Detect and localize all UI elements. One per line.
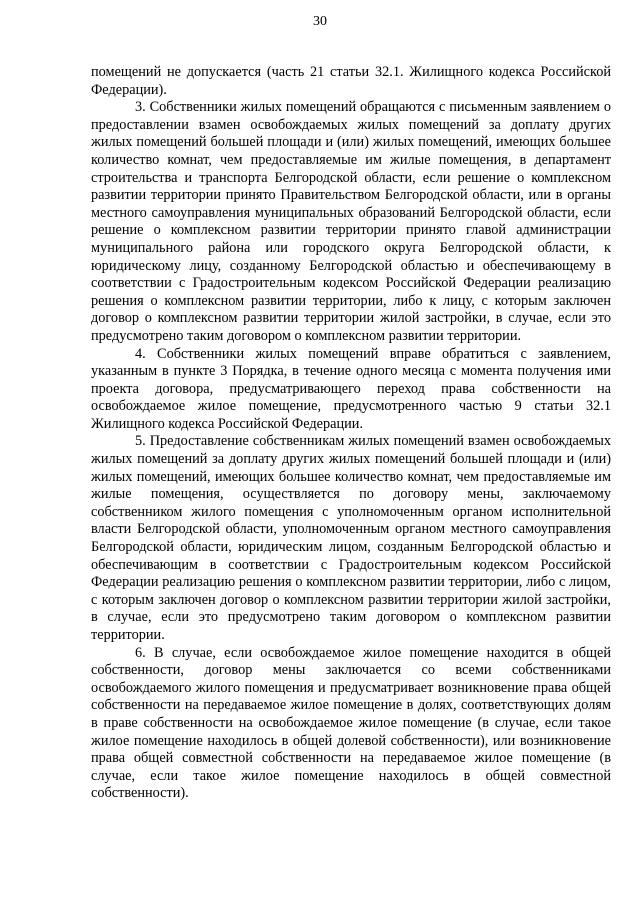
page-number: 30 [313, 14, 327, 29]
document-body [91, 64, 611, 803]
paragraph-6: 6. В случае, если освобождаемое жилое помещение находится в общей собственности, договор мены заключается со всеми собственниками освобождаемого жилого помещения и предусматривает возникновение права общей собственности на передаваемое жилое помещение в долях, соответствующих долям в праве собственности на освобождаемое жилое помещение (в случае, если такое жилое помещение находилось в общей долевой собственности), или возникновение права общей совместной собственности на передаваемое жилое помещение (в случае, если такое жилое помещение находилось в общей совместной собственности). [91, 644, 611, 802]
paragraph-continuation: помещений не допускается (часть 21 статьи 32.1. Жилищного кодекса Российской Федерации). [91, 64, 611, 98]
paragraph-3: 3. Собственники жилых помещений обращаются с письменным заявлением о предоставлении взамен освобождаемых жилых помещений за доплату других жилых помещений большей площади и (или) жилых помещений, имеющих большее количество комнат, чем предоставляемые им жилые помещения, в департамент строительства и транспорта Белгородской области, если решение о комплексном развитии территории принято Правительством Белгородской области, или в органы местного самоуправления муниципальных образований Белгородской области, если решение о комплексном развитии территории принято главой администрации муниципального района или городского округа Белгородской области, к юридическому лицу, созданному Белгородской областью и обеспечивающему в соответствии с Градостроительным кодексом Российской Федерации реализацию решения о комплексном развитии территории, либо к лицу, с которым заключен договор о комплексном развитии территории жилой застройки, в случае, если это предусмотрено таким договором о комплексном развитии территории. [91, 99, 611, 344]
paragraph-5: 5. Предоставление собственникам жилых помещений взамен освобождаемых жилых помещений за доплату других жилых помещений большей площади и (или) жилых помещений, имеющих большее количество комнат, чем предоставляемые им жилые помещения, осуществляется по договору мены, заключаемому собственником жилого помещения с уполномоченным органом исполнительной власти Белгородской области, уполномоченным органом местного самоуправления Белгородской области, юридическим лицом, созданным Белгородской областью и обеспечивающим в соответствии с Градостроительным кодексом Российской Федерации реализацию решения о комплексном развитии территории, либо с лицом, с которым заключен договор о комплексном развитии территории жилой застройки, в случае, если это предусмотрено таким договором о комплексном развитии территории. [91, 433, 611, 643]
paragraph-4: 4. Собственники жилых помещений вправе обратиться с заявлением, указанным в пункте 3 Порядка, в течение одного месяца с момента получения ими проекта договора, предусматривающего переход права собственности на освобождаемое жилое помещение, предусмотренного частью 9 статьи 32.1 Жилищного кодекса Российской Федерации. [91, 345, 611, 432]
